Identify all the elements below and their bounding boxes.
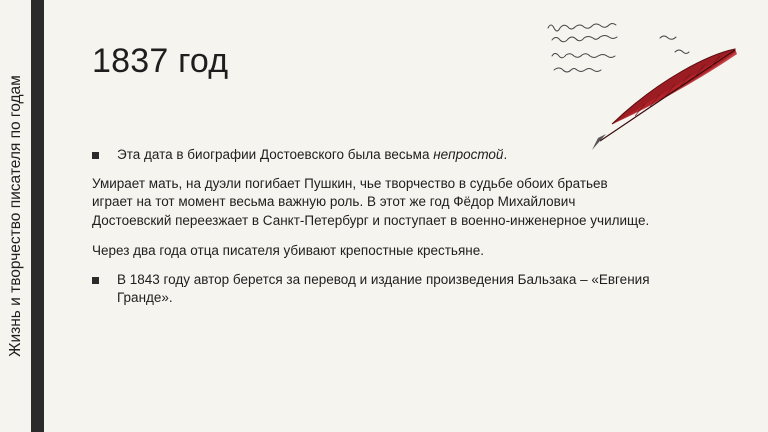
left-accent-band: [31, 0, 44, 432]
side-title: Жизнь и творчество писателя по годам: [7, 75, 24, 357]
bullet-item-1: [92, 146, 652, 165]
bullet-square-icon: [92, 152, 99, 159]
slide-title: 1837 год: [92, 42, 229, 80]
paragraph-2: Через два года отца писателя убивают крепостные крестьяне.: [92, 243, 484, 258]
bullet1-text-italic: непростой: [433, 147, 504, 162]
bullet-square-icon: [92, 277, 99, 284]
bullet1-text-before: Эта дата в биографии Достоевского была весьма: [117, 147, 434, 162]
content-area: [92, 146, 652, 308]
bullet-text-1: [117, 146, 507, 165]
paragraph-1: Умирает мать, на дуэли погибает Пушкин, чье творчество в судьбе обоих братьев играет на тот момент весьма важную роль. В этот же год Фёдор Михайлович Достоевский переезжает в Санкт-Петербург и поступает в военно-инженерное училище.: [92, 175, 650, 228]
side-title-container: [3, 0, 29, 432]
quill-feather-icon: [592, 49, 737, 150]
bullet-item-2: [92, 271, 652, 308]
bullet1-text-after: .: [503, 147, 508, 162]
bullet-text-2: В 1843 году автор берется за перевод и издание произведения Бальзака – «Евгения Гранде».: [117, 271, 650, 305]
quill-and-handwriting-icon: [540, 16, 745, 156]
